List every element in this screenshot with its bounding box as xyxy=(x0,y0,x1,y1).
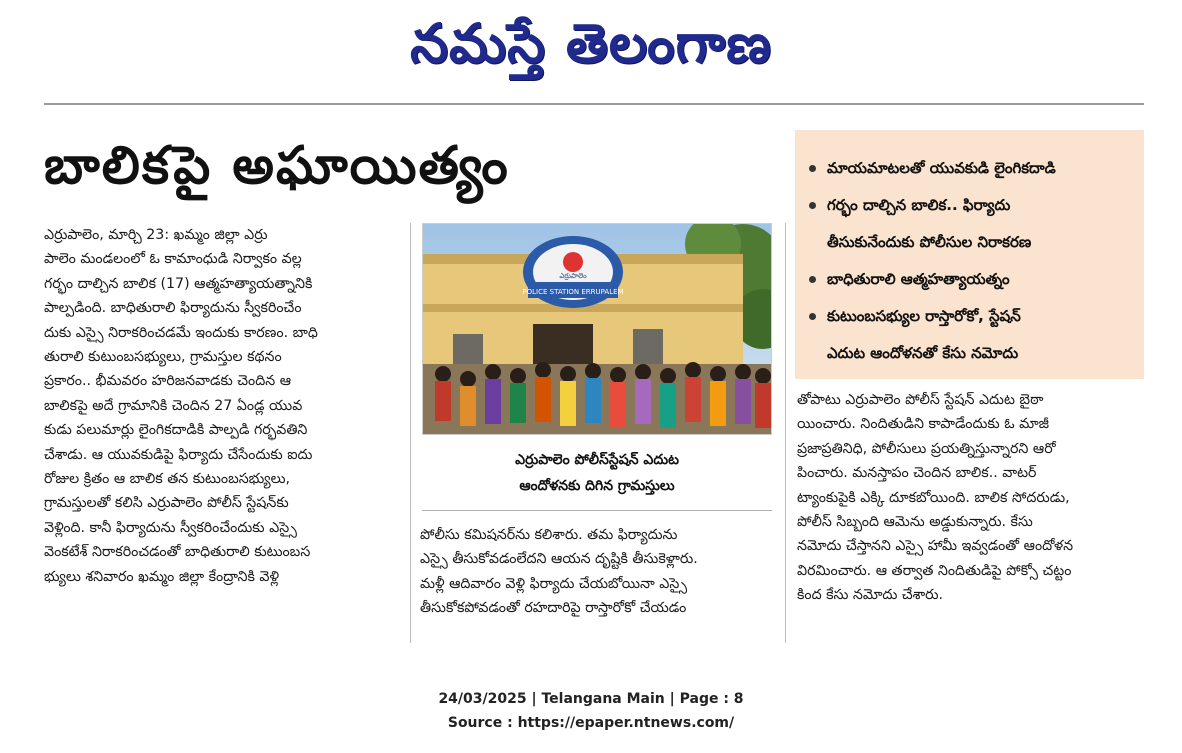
column-separator-left xyxy=(410,223,411,643)
highlights-box xyxy=(795,130,1144,379)
article-text-line: విరమించారు. ఆ తర్వాత నిందితుడిపై పోక్సో చట్టం xyxy=(797,562,1072,579)
station-sign-text: POLICE STATION ERRUPALEM xyxy=(522,288,624,296)
highlight-text: గర్భం దాల్చిన బాలిక.. ఫిర్యాదు xyxy=(827,196,1011,214)
bullet-icon xyxy=(809,165,816,172)
caption-divider xyxy=(422,510,772,511)
article-text-line: పించారు. మనస్తాపం చెందిన బాలిక.. వాటర్ xyxy=(797,465,1037,482)
newspaper-logo: నమస్తే తెలంగాణ xyxy=(410,11,772,75)
news-photo xyxy=(422,223,772,435)
article-text-line: రోజుల క్రితం ఆ బాలిక తన కుటుంబసభ్యులు, xyxy=(44,471,291,488)
article-text-line: కింద కేసు నమోదు చేశారు. xyxy=(797,587,943,604)
bullet-icon xyxy=(809,202,816,209)
article-text-line: పాల్పడింది. బాధితురాలి ఫిర్యాదును స్వీకరించేం xyxy=(44,300,302,317)
article-text-line: వెంకటేశ్ నిరాకరించడంతో బాధితురాలి కుటుంబస xyxy=(44,544,311,561)
article-text-line: భ్యులు శనివారం ఖమ్మం జిల్లా కేంద్రానికి వెళ్లి xyxy=(44,568,280,585)
article-text-line: ఎస్సై తీసుకోవడంలేదని ఆయన దృష్టికి తీసుకెళ్లారు. xyxy=(420,551,698,568)
highlight-item xyxy=(809,150,1134,187)
article-column-left xyxy=(44,223,400,589)
article-text-line: పోలీసు కమిషనర్‌ను కలిశారు. తమ ఫిర్యాదును xyxy=(420,527,678,543)
highlight-text: బాధితురాలి ఆత్మహత్యాయత్నం xyxy=(827,270,1010,288)
article-text-line: బాలికపై అదే గ్రామానికి చెందిన 27 ఏండ్ల యువ xyxy=(44,397,303,414)
article-text-line: మళ్లీ ఆదివారం వెళ్లి ఫిర్యాదు చేయబోయినా ఎస్సై xyxy=(420,575,688,592)
article-text-line: నమోదు చేస్తానని ఎస్సై హామీ ఇవ్వడంతో ఆందోళన xyxy=(797,538,1074,555)
page-footer xyxy=(0,687,1182,735)
article-text-line: ట్యాంకుపైకి ఎక్కి దూకబోయింది. బాలిక సోదరుడు, xyxy=(797,489,1070,506)
article-text-line: వెళ్లింది. కానీ ఫిర్యాదును స్వీకరించేందుకు ఎస్సై xyxy=(44,519,297,536)
highlight-text-continued: ఎదుట ఆందోళనతో కేసు నమోదు xyxy=(827,344,1019,362)
article-text-line: తీసుకోకపోవడంతో రహదారిపై రాస్తారోకో చేయడం xyxy=(420,600,687,617)
bullet-icon xyxy=(809,276,816,283)
article-text-line: పాలెం మండలంలో ఓ కామాంధుడి నిర్వాకం వల్ల xyxy=(44,251,302,268)
highlights-list xyxy=(809,150,1134,372)
highlight-item xyxy=(809,298,1134,372)
article-text-line: ఎర్రుపాలెం, మార్చి 23: ఖమ్మం జిల్లా ఎర్రు xyxy=(44,227,268,243)
article-text-line: గ్రామస్తులతో కలిసి ఎర్రుపాలెం పోలీస్ స్టేషన్‌కు xyxy=(44,495,289,512)
masthead xyxy=(0,0,1182,100)
article-column-right xyxy=(797,388,1145,608)
article-text-line: తోపాటు ఎర్రుపాలెం పోలీస్ స్టేషన్ ఎదుట బైఠా xyxy=(797,392,1044,408)
article-text-line: దుకు ఎస్సై నిరాకరించడమే ఇందుకు కారణం. బాధి xyxy=(44,324,318,341)
article-text-line: యించారు. నిందితుడిని కాపాడేందుకు ఓ మాజీ xyxy=(797,416,1050,433)
photo-caption xyxy=(422,447,772,507)
photo-caption-line1: ఎర్రుపాలెం పోలీస్‌స్టేషన్ ఎదుట xyxy=(515,452,679,468)
police-station-protest-image xyxy=(423,224,772,435)
article-text-line: తురాలి కుటుంబసభ్యులు, గ్రామస్తుల కథనం xyxy=(44,349,282,366)
highlight-text: కుటుంబసభ్యుల రాస్తారోకో, స్టేషన్ xyxy=(827,307,1021,325)
article-text-line: ప్రకారం.. భీమవరం హరిజనవాడకు చెందిన ఆ xyxy=(44,373,292,390)
masthead-divider xyxy=(44,103,1144,105)
column-separator-right xyxy=(785,223,786,643)
article-text-line: పోలీస్ సిబ్బంది ఆమెను అడ్డుకున్నారు. కేసు xyxy=(797,514,1033,531)
article-text-line: గర్భం దాల్చిన బాలిక (17) ఆత్మహత్యాయత్నానికి xyxy=(44,275,313,292)
station-sign-telugu: ఎర్రుపాలెం xyxy=(559,272,587,280)
article-column-middle xyxy=(420,523,775,621)
highlight-text-continued: తీసుకునేందుకు పోలీసుల నిరాకరణ xyxy=(827,233,1032,251)
article-text-line: చేశాడు. ఆ యువకుడిపై ఫిర్యాదు చేసేందుకు ఐదు xyxy=(44,446,313,463)
highlight-text: మాయమాటలతో యువకుడి లైంగికదాడి xyxy=(827,159,1056,177)
highlight-item xyxy=(809,261,1134,298)
article-headline: బాలికపై అఘాయిత్యం xyxy=(44,136,510,196)
photo-caption-line2: ఆందోళనకు దిగిన గ్రామస్తులు xyxy=(519,478,675,494)
bullet-icon xyxy=(809,313,816,320)
footer-source: Source : https://epaper.ntnews.com/ xyxy=(447,715,735,731)
highlight-item xyxy=(809,187,1134,261)
article-text-line: కుడు పలుమార్లు లైంగికదాడికి పాల్పడి గర్భవతిని xyxy=(44,422,308,439)
article-text-line: ప్రజాప్రతినిధి, పోలీసులు ప్రయత్నిస్తున్నారని ఆరో xyxy=(797,440,1056,457)
footer-date-edition: 24/03/2025 | Telangana Main | Page : 8 xyxy=(438,691,744,707)
